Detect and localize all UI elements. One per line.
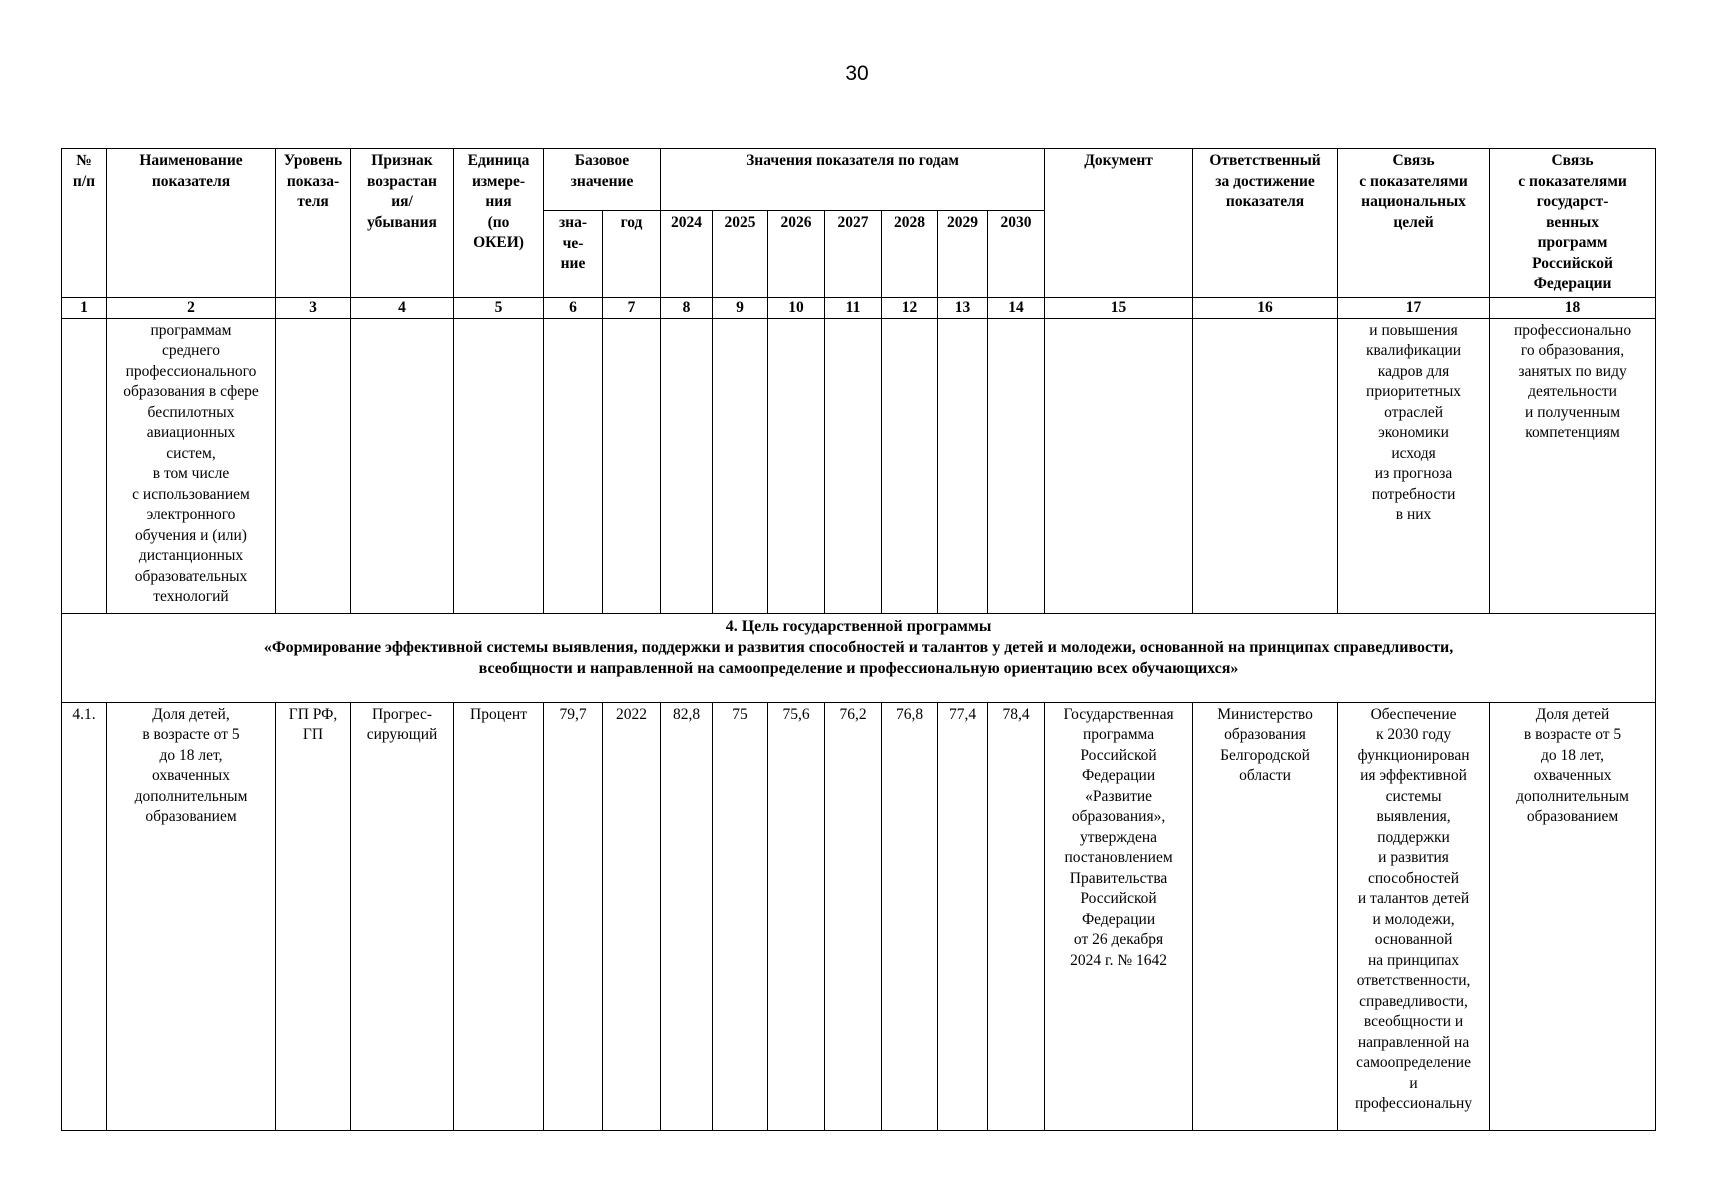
value-2027-cell: 76,2 <box>825 702 882 1130</box>
national-goals-cell: Обеспечение к 2030 году функционирован ия эффективной системы выявления, поддержки и развития способностей и талантов детей и молодежи, основанной на принципах ответственности, справедливости, всеобщности и направленной на самоопределение и профессиональну <box>1338 702 1490 1130</box>
column-number: 16 <box>1193 297 1338 318</box>
goal-section-cell <box>62 613 1656 702</box>
document-cell: Государственная программа Российской Федерации «Развитие образования», утверждена постановлением Правительства Российской Федерации от 26 декабря 2024 г. № 1642 <box>1045 702 1193 1130</box>
goal-title: 4. Цель государственной программы <box>725 617 992 635</box>
table-row-4-1 <box>62 702 1656 1130</box>
header-year-2027: 2027 <box>825 211 882 297</box>
empty-cell <box>454 318 544 613</box>
column-number: 14 <box>988 297 1045 318</box>
column-number: 12 <box>882 297 938 318</box>
goal-section-row <box>62 613 1656 702</box>
responsible-cell: Министерство образования Белгородской области <box>1193 702 1338 1130</box>
header-document: Документ <box>1045 149 1193 298</box>
empty-cell <box>938 318 988 613</box>
national-goals-cell: и повышения квалификации кадров для приоритетных отраслей экономики исходя из прогноза потребности в них <box>1338 318 1490 613</box>
column-number: 10 <box>768 297 825 318</box>
column-number: 13 <box>938 297 988 318</box>
indicators-table <box>61 148 1656 1131</box>
header-unit: Единица измере- ния (по ОКЕИ) <box>454 149 544 298</box>
state-programs-cell: Доля детей в возрасте от 5 до 18 лет, охваченных дополнительным образованием <box>1490 702 1656 1130</box>
empty-cell <box>62 318 107 613</box>
goal-text: «Формирование эффективной системы выявления, поддержки и развития способностей и талантов у детей и молодежи, основанной на принципах справедливости, всеобщности и направленной на самоопределение и профессиональную ориентацию всех обучающихся» <box>263 638 1454 677</box>
indicator-name-cell: Доля детей, в возрасте от 5 до 18 лет, охваченных дополнительным образованием <box>107 702 276 1130</box>
empty-cell <box>661 318 713 613</box>
header-responsible: Ответственный за достижение показателя <box>1193 149 1338 298</box>
table-header-row <box>62 149 1656 211</box>
header-year-2028: 2028 <box>882 211 938 297</box>
header-base-value: зна- че- ние <box>544 211 603 297</box>
indicator-name-cell: программам среднего профессионального образования в сфере беспилотных авиационных систем, в том числе с использованием электронного обучения и (или) дистанционных образовательных технологий <box>107 318 276 613</box>
empty-cell <box>544 318 603 613</box>
empty-cell <box>988 318 1045 613</box>
column-numbers-row <box>62 297 1656 318</box>
value-2024-cell: 82,8 <box>661 702 713 1130</box>
column-number: 18 <box>1490 297 1656 318</box>
column-number: 5 <box>454 297 544 318</box>
state-programs-cell: профессионально го образования, занятых по виду деятельности и полученным компетенциям <box>1490 318 1656 613</box>
header-year-2025: 2025 <box>713 211 768 297</box>
header-number: № п/п <box>62 149 107 298</box>
value-2029-cell: 77,4 <box>938 702 988 1130</box>
column-number: 3 <box>276 297 351 318</box>
value-2030-cell: 78,4 <box>988 702 1045 1130</box>
trend-cell: Прогрес- сирующий <box>351 702 454 1130</box>
value-2025-cell: 75 <box>713 702 768 1130</box>
column-number: 2 <box>107 297 276 318</box>
column-number: 9 <box>713 297 768 318</box>
empty-cell <box>825 318 882 613</box>
header-year-2030: 2030 <box>988 211 1045 297</box>
column-number: 11 <box>825 297 882 318</box>
column-number: 7 <box>603 297 661 318</box>
header-national-goals: Связь с показателями национальных целей <box>1338 149 1490 298</box>
header-base: Базовое значение <box>544 149 661 211</box>
empty-cell <box>882 318 938 613</box>
table-row-continued <box>62 318 1656 613</box>
header-level: Уровень показа- теля <box>276 149 351 298</box>
header-trend: Признак возрастан ия/ убывания <box>351 149 454 298</box>
value-2026-cell: 75,6 <box>768 702 825 1130</box>
base-value-cell: 79,7 <box>544 702 603 1130</box>
empty-cell <box>351 318 454 613</box>
column-number: 8 <box>661 297 713 318</box>
header-year-2026: 2026 <box>768 211 825 297</box>
header-state-programs: Связь с показателями государст- венных программ Российской Федерации <box>1490 149 1656 298</box>
empty-cell <box>603 318 661 613</box>
header-by-years: Значения показателя по годам <box>661 149 1045 211</box>
empty-cell <box>768 318 825 613</box>
column-number: 17 <box>1338 297 1490 318</box>
column-number: 1 <box>62 297 107 318</box>
empty-cell <box>1045 318 1193 613</box>
header-year-2029: 2029 <box>938 211 988 297</box>
empty-cell <box>713 318 768 613</box>
base-year-cell: 2022 <box>603 702 661 1130</box>
empty-cell <box>276 318 351 613</box>
column-number: 6 <box>544 297 603 318</box>
empty-cell <box>1193 318 1338 613</box>
column-number: 4 <box>351 297 454 318</box>
header-indicator-name: Наименование показателя <box>107 149 276 298</box>
page-number: 30 <box>845 62 869 85</box>
column-number: 15 <box>1045 297 1193 318</box>
unit-cell: Процент <box>454 702 544 1130</box>
header-base-year: год <box>603 211 661 297</box>
header-year-2024: 2024 <box>661 211 713 297</box>
value-2028-cell: 76,8 <box>882 702 938 1130</box>
row-number-cell: 4.1. <box>62 702 107 1130</box>
level-cell: ГП РФ, ГП <box>276 702 351 1130</box>
